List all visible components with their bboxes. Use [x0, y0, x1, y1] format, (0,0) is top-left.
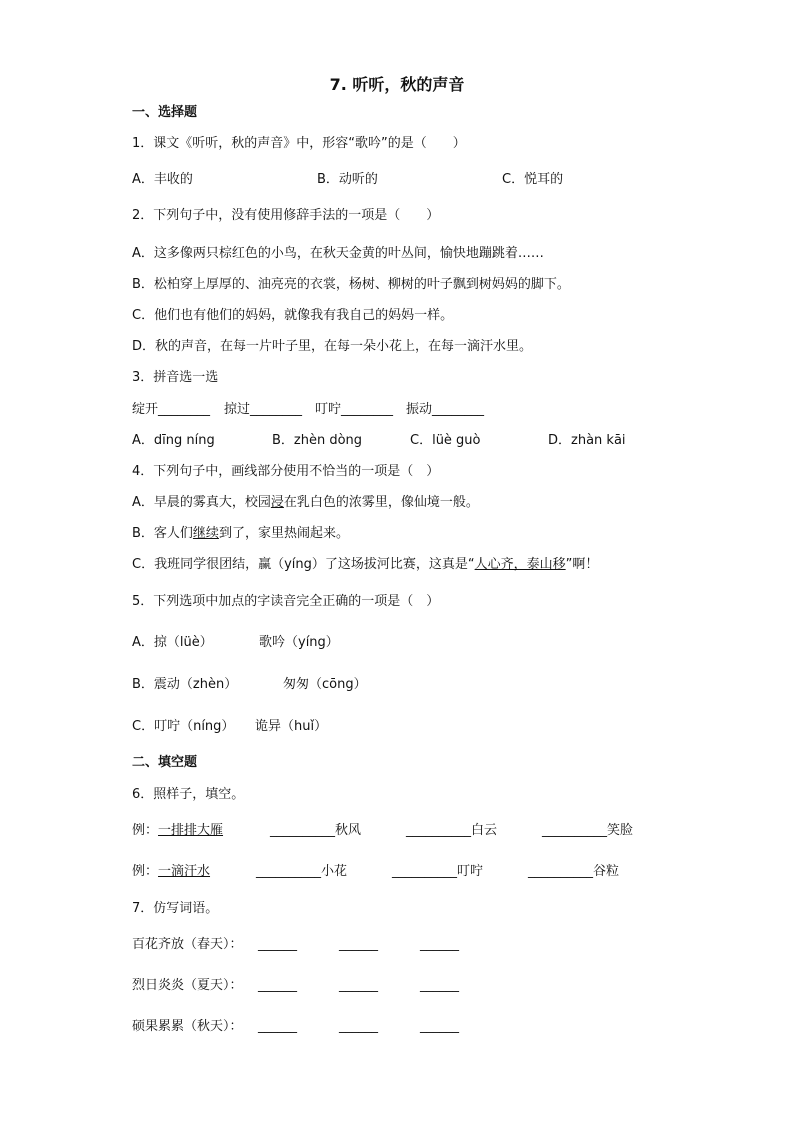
question-4-stem: 4．下列句子中，画线部分使用不恰当的一项是（ ）: [132, 464, 440, 479]
q3-blank-2: 掠过________: [224, 402, 303, 417]
q6-row1-blank-2: __________白云: [406, 823, 498, 838]
q6-example-word: 一排排大雁: [158, 823, 224, 838]
q4-b-underlined: 继续: [192, 526, 219, 541]
q3-blank-4: 振动________: [406, 402, 485, 417]
q2-option-b: B．松柏穿上厚厚的、油亮亮的衣裳，杨树、柳树的叶子飘到树妈妈的脚下。: [132, 277, 570, 292]
q3-option-c: C．lüè guò: [410, 433, 481, 448]
q3-blank-1: 绽开________: [132, 402, 211, 417]
q6-row2-blank-1: __________小花: [256, 864, 348, 879]
q4-c-underlined: 人心齐，泰山移: [474, 557, 566, 572]
q6-row2-blank-2: __________叮咛: [392, 864, 484, 879]
q5-option-c-1: C．叮咛（níng）: [132, 719, 235, 734]
q7-row-summer-blank-1: ______: [258, 978, 297, 993]
question-3-stem: 3．拼音选一选: [132, 370, 219, 385]
q2-option-a: A．这多像两只棕红色的小鸟，在秋天金黄的叶丛间，愉快地蹦跳着……: [132, 246, 544, 261]
section-heading-choice: 一、选择题: [132, 105, 198, 120]
q4-option-c: [132, 556, 598, 574]
q5-option-c-2: 诡异（huǐ）: [255, 719, 328, 734]
question-5-stem: 5．下列选项中加点的字读音完全正确的一项是（ ）: [132, 594, 440, 609]
q6-example-word: 一滴汗水: [158, 864, 211, 879]
q7-row-spring-blank-2: ______: [339, 937, 378, 952]
q7-row-summer-blank-3: ______: [420, 978, 459, 993]
q7-row-spring-label: 百花齐放（春天）：: [132, 937, 243, 952]
q3-option-d: D．zhàn kāi: [548, 433, 626, 448]
q3-option-b: B．zhèn dòng: [272, 433, 363, 448]
section-heading-fill: 二、填空题: [132, 755, 198, 770]
q1-option-b: B．动听的: [317, 172, 378, 187]
question-6-stem: 6．照样子，填空。: [132, 787, 245, 802]
q4-c-text: C．我班同学很团结，赢（yíng）了这场拔河比赛，这真是“: [132, 557, 475, 572]
q6-row1-blank-1: __________秋风: [270, 823, 362, 838]
question-2-stem: 2．下列句子中，没有使用修辞手法的一项是（ ）: [132, 208, 440, 223]
q3-option-a: A．dīng níng: [132, 433, 215, 448]
q6-example-1: [132, 822, 223, 840]
q5-option-a-1: A．掠（lüè）: [132, 635, 213, 650]
q5-option-a-2: 歌吟（yíng）: [259, 635, 339, 650]
q7-row-spring-blank-1: ______: [258, 937, 297, 952]
q2-option-c: C．他们也有他们的妈妈，就像我有我自己的妈妈一样。: [132, 308, 454, 323]
q7-row-autumn-blank-3: ______: [420, 1019, 459, 1034]
q5-option-b-2: 匆匆（cōng）: [283, 677, 367, 692]
q4-option-a: [132, 494, 479, 512]
q6-row1-blank-3: __________笑脸: [542, 823, 634, 838]
q7-row-autumn-blank-2: ______: [339, 1019, 378, 1034]
page-title: 7. 听听，秋的声音: [329, 75, 465, 94]
q4-option-b: [132, 525, 349, 543]
q4-b-text-end: 到了，家里热闹起来。: [218, 526, 349, 541]
q2-option-d: D．秋的声音，在每一片叶子里，在每一朵小花上，在每一滴汗水里。: [132, 339, 533, 354]
q5-option-b-1: B．震动（zhèn）: [132, 677, 238, 692]
q6-example-prefix: 例：: [132, 823, 159, 838]
question-1-stem: 1．课文《听听，秋的声音》中，形容“歌吟”的是（ ）: [132, 136, 466, 151]
q4-c-text-end: ”啊！: [565, 557, 599, 572]
q1-option-a: A．丰收的: [132, 172, 193, 187]
q7-row-autumn-label: 硕果累累（秋天）：: [132, 1019, 243, 1034]
question-7-stem: 7．仿写词语。: [132, 901, 219, 916]
q7-row-summer-blank-2: ______: [339, 978, 378, 993]
q4-a-underlined: 浸: [270, 495, 284, 510]
q6-row2-blank-3: __________谷粒: [528, 864, 620, 879]
q7-row-spring-blank-3: ______: [420, 937, 459, 952]
q1-option-c: C．悦耳的: [502, 172, 564, 187]
q7-row-autumn-blank-1: ______: [258, 1019, 297, 1034]
q4-b-text: B．客人们: [132, 526, 193, 541]
q7-row-summer-label: 烈日炎炎（夏天）：: [132, 978, 243, 993]
q4-a-text-end: 在乳白色的浓雾里，像仙境一般。: [283, 495, 479, 510]
q6-example-2: [132, 863, 210, 881]
q4-a-text: A．早晨的雾真大，校园: [132, 495, 271, 510]
q3-blank-3: 叮咛________: [315, 402, 394, 417]
q6-example-prefix: 例：: [132, 864, 159, 879]
